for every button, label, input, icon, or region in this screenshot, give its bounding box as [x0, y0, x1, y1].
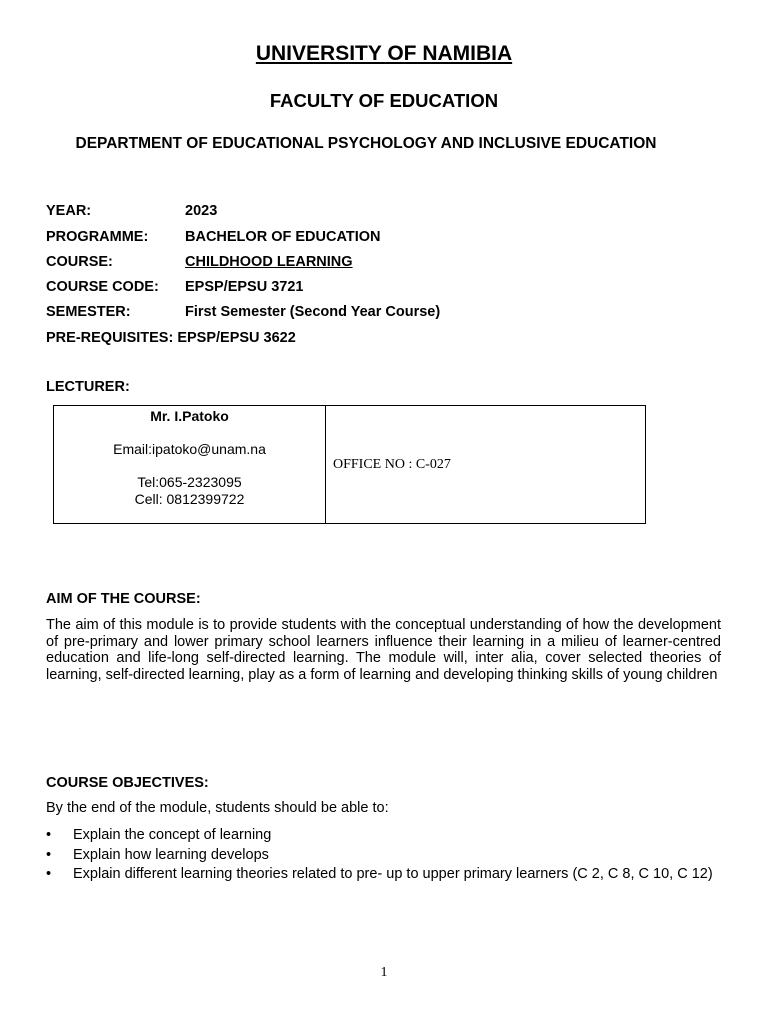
- lecturer-office-cell: [326, 406, 646, 524]
- objectives-intro: By the end of the module, students should be able to:: [46, 800, 389, 816]
- objectives-heading: COURSE OBJECTIVES:: [46, 775, 209, 791]
- info-prerequisites: [46, 330, 296, 346]
- info-value: First Semester (Second Year Course): [185, 304, 441, 320]
- lecturer-heading: LECTURER:: [46, 379, 130, 395]
- aim-heading: AIM OF THE COURSE:: [46, 591, 201, 607]
- lecturer-office: OFFICE NO : C-027: [333, 456, 451, 472]
- list-item: [46, 846, 726, 866]
- lecturer-table: [53, 405, 646, 524]
- info-value: 2023: [185, 203, 218, 219]
- info-value: EPSP/EPSU 3622: [177, 330, 296, 346]
- info-course-code: [46, 279, 304, 295]
- info-label: SEMESTER:: [46, 304, 131, 320]
- department-title: DEPARTMENT OF EDUCATIONAL PSYCHOLOGY AND INCLUSIVE EDUCATION: [75, 135, 657, 152]
- objective-text: Explain how learning develops: [73, 846, 269, 863]
- lecturer-tel: Tel:065-2323095: [137, 474, 242, 490]
- bullet-icon: •: [46, 866, 52, 882]
- university-title: UNIVERSITY OF NAMIBIA: [255, 42, 513, 65]
- bullet-icon: •: [46, 846, 52, 863]
- aim-text: The aim of this module is to provide students with the conceptual understanding of how the development of pre-primary and lower primary school learners influence their learning in a milieu of learner-centred education and life-long self-directed learning. The module will, inter alia, cover selected theories of learning, self-directed learning, play as a form of learning and developing thinking skills of young children: [46, 617, 721, 683]
- objectives-list: [46, 826, 726, 885]
- info-course: [46, 254, 353, 270]
- lecturer-email: Email:ipatoko@unam.na: [113, 441, 266, 457]
- info-label: COURSE:: [46, 254, 113, 270]
- bullet-icon: •: [46, 827, 52, 843]
- info-semester: [46, 304, 440, 320]
- info-value: EPSP/EPSU 3721: [185, 279, 304, 295]
- info-programme: [46, 229, 380, 245]
- objective-text: Explain different learning theories related to pre- up to upper primary learners (C 2, C 8, C 10, C 12): [73, 866, 713, 882]
- objective-text: Explain the concept of learning: [73, 827, 272, 843]
- lecturer-cell: Cell: 0812399722: [134, 491, 245, 507]
- info-label: YEAR:: [46, 203, 92, 219]
- info-year: [46, 203, 217, 219]
- lecturer-name: Mr. I.Patoko: [150, 408, 229, 424]
- faculty-title: FACULTY OF EDUCATION: [269, 90, 499, 111]
- page-number: 1: [380, 965, 388, 980]
- info-label: PRE-REQUISITES:: [46, 330, 174, 346]
- lecturer-contact-cell: [54, 406, 326, 524]
- info-label: PROGRAMME:: [46, 229, 149, 245]
- info-label: COURSE CODE:: [46, 279, 159, 295]
- info-value: BACHELOR OF EDUCATION: [185, 229, 381, 245]
- list-item: [46, 865, 726, 885]
- info-value: CHILDHOOD LEARNING: [185, 254, 353, 270]
- list-item: [46, 826, 726, 846]
